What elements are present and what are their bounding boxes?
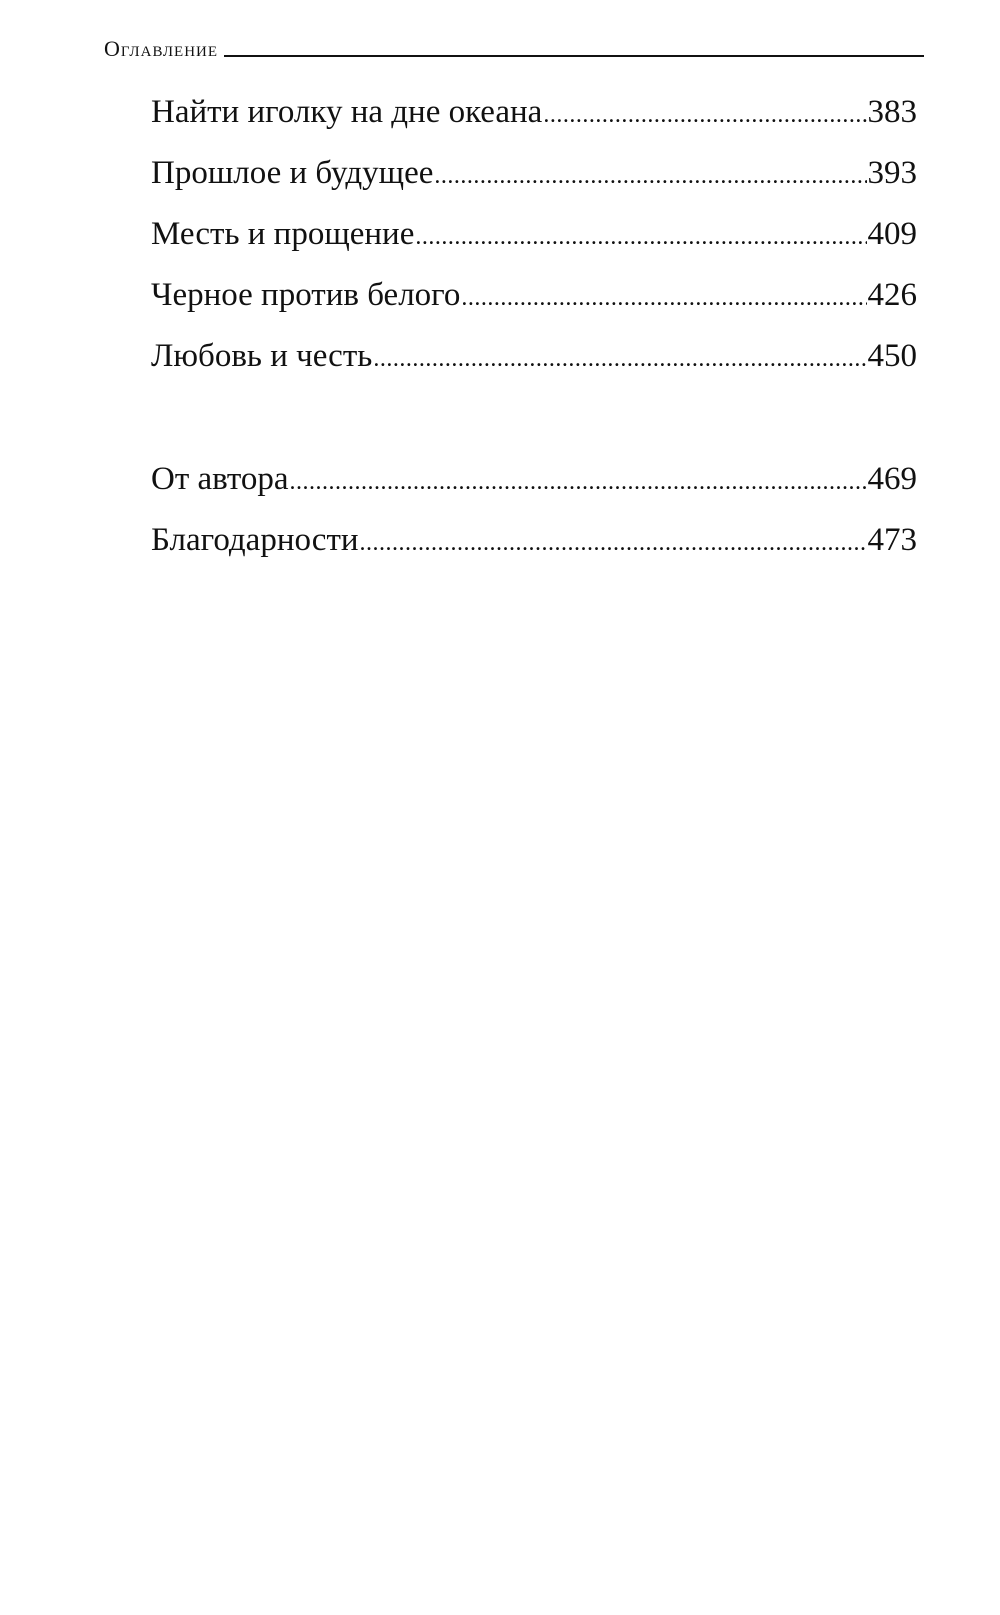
toc-dot-leader <box>360 531 867 555</box>
toc-dot-leader <box>373 347 866 371</box>
toc-entry-page: 409 <box>867 216 917 252</box>
toc-entry-title: Прошлое и будущее <box>151 155 434 191</box>
running-head-title: Оглавление <box>104 36 219 61</box>
toc-entry[interactable] <box>151 218 917 279</box>
toc-entry[interactable] <box>151 340 917 401</box>
toc-entry-title: Любовь и честь <box>151 338 373 374</box>
toc-dot-leader <box>434 164 866 188</box>
toc-entry[interactable] <box>151 524 917 585</box>
toc-entry-page: 426 <box>867 277 917 313</box>
toc-entry-title: Черное против белого <box>151 277 461 313</box>
toc-dot-leader <box>543 103 866 127</box>
toc-entry-title: Месть и прощение <box>151 216 415 252</box>
toc-section-gap <box>151 401 917 463</box>
table-of-contents <box>151 96 917 585</box>
toc-entry-title: Благодарности <box>151 522 359 558</box>
toc-dot-leader <box>415 225 866 249</box>
toc-entry-page: 473 <box>867 522 917 558</box>
toc-entry-title: От автора <box>151 461 289 497</box>
toc-entry-page: 393 <box>867 155 917 191</box>
toc-dot-leader <box>461 286 866 310</box>
toc-entry[interactable] <box>151 96 917 157</box>
toc-entry-title: Найти иголку на дне океана <box>151 94 543 130</box>
toc-entry[interactable] <box>151 279 917 340</box>
running-head-rule <box>224 55 924 57</box>
toc-entry[interactable] <box>151 463 917 524</box>
toc-entry-page: 383 <box>867 94 917 130</box>
toc-entry-page: 450 <box>867 338 917 374</box>
running-head <box>104 38 924 60</box>
toc-entry[interactable] <box>151 157 917 218</box>
toc-entry-page: 469 <box>867 461 917 497</box>
toc-dot-leader <box>290 470 867 494</box>
